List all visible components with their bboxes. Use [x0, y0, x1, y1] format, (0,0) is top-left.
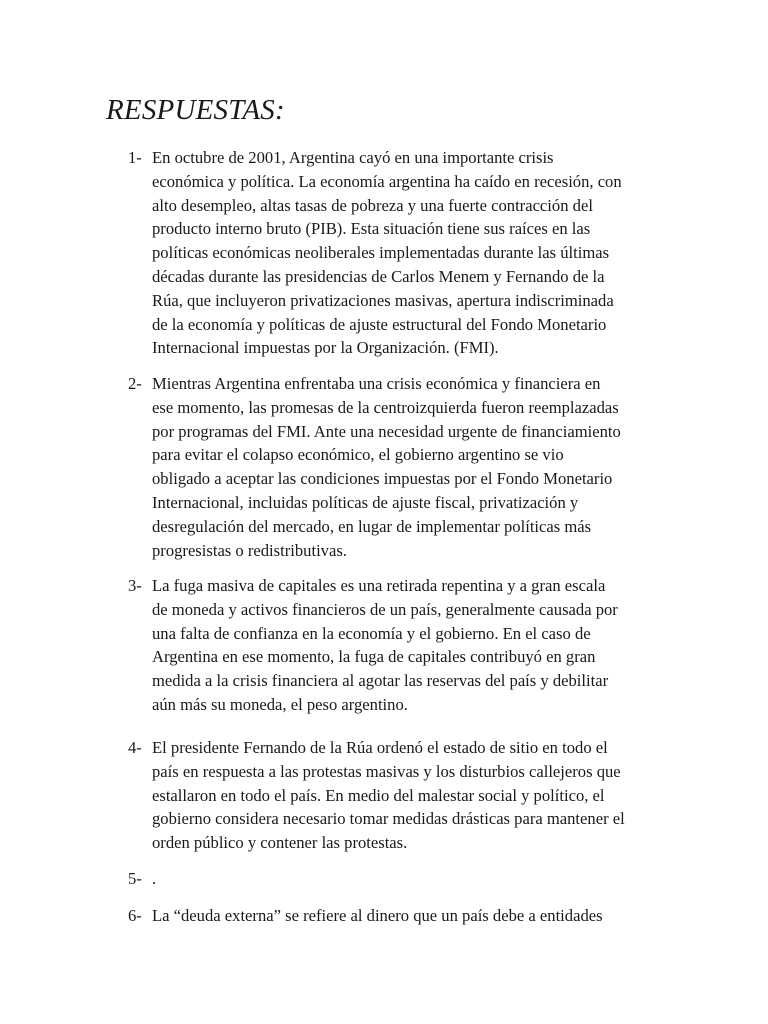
answer-line: La “deuda externa” se refiere al dinero que un país debe a entidades: [152, 906, 603, 925]
answer-line: para evitar el colapso económico, el gobierno argentino se vio: [152, 445, 564, 465]
answer-line: ese momento, las promesas de la centroizquierda fueron reemplazadas: [152, 397, 619, 417]
answer-text: [152, 736, 625, 855]
answer-text: [152, 904, 603, 928]
answer-text: [152, 146, 622, 360]
answer-number: 2-: [128, 374, 142, 393]
answer-text: [152, 372, 621, 562]
answer-line: .: [152, 869, 157, 888]
answer-number: 5-: [128, 869, 142, 888]
answer-line: El presidente Fernando de la Rúa ordenó el estado de sitio en todo el: [152, 738, 608, 757]
answer-number: 4-: [128, 738, 142, 757]
answer-line: En octubre de 2001, Argentina cayó en una importante crisis: [152, 148, 554, 167]
answer-line: alto desempleo, altas tasas de pobreza y una fuerte contracción del: [152, 195, 593, 215]
answer-number: 3-: [128, 576, 142, 595]
answer-number: 1-: [128, 148, 142, 167]
answer-line: obligado a aceptar las condiciones impuestas por el Fondo Monetario: [152, 469, 613, 489]
answer-text: [152, 574, 618, 717]
answer-text: [152, 867, 156, 891]
answer-number: 6-: [128, 906, 142, 925]
answer-line: una falta de confianza en la economía y el gobierno. En el caso de: [152, 623, 591, 643]
answer-line: aún más su moneda, el peso argentino.: [152, 694, 408, 714]
answer-line: gobierno considera necesario tomar medidas drásticas para mantener el: [152, 809, 625, 829]
answer-line: Internacional impuestas por la Organización. (FMI).: [152, 338, 499, 358]
answer-line: estallaron en todo el país. En medio del malestar social y político, el: [152, 785, 605, 805]
answer-line: progresistas o redistributivas.: [152, 540, 347, 560]
answer-line: Mientras Argentina enfrentaba una crisis económica y financiera en: [152, 374, 601, 393]
answer-line: producto interno bruto (PIB). Esta situación tiene sus raíces en las: [152, 219, 591, 239]
answer-line: por programas del FMI. Ante una necesidad urgente de financiamiento: [152, 421, 621, 441]
answer-line: Rúa, que incluyeron privatizaciones masivas, apertura indiscriminada: [152, 290, 614, 310]
document-title: RESPUESTAS:: [106, 94, 285, 126]
answer-line: orden público y contener las protestas.: [152, 833, 408, 853]
answer-line: Argentina en ese momento, la fuga de capitales contribuyó en gran: [152, 647, 596, 667]
answer-line: económica y política. La economía argentina ha caído en recesión, con: [152, 171, 622, 191]
answer-line: medida a la crisis financiera al agotar las reservas del país y debilitar: [152, 671, 609, 691]
answer-line: décadas durante las presidencias de Carlos Menem y Fernando de la: [152, 266, 605, 286]
answer-line: La fuga masiva de capitales es una retirada repentina y a gran escala: [152, 576, 606, 595]
answer-line: Internacional, incluidas políticas de ajuste fiscal, privatización y: [152, 492, 579, 512]
answer-line: de la economía y políticas de ajuste estructural del Fondo Monetario: [152, 314, 607, 334]
answer-line: de moneda y activos financieros de un país, generalmente causada por: [152, 599, 618, 619]
answer-line: desregulación del mercado, en lugar de implementar políticas más: [152, 516, 592, 536]
answer-line: país en respuesta a las protestas masivas y los disturbios callejeros que: [152, 761, 621, 781]
answer-line: políticas económicas neoliberales implementadas durante las últimas: [152, 243, 610, 263]
